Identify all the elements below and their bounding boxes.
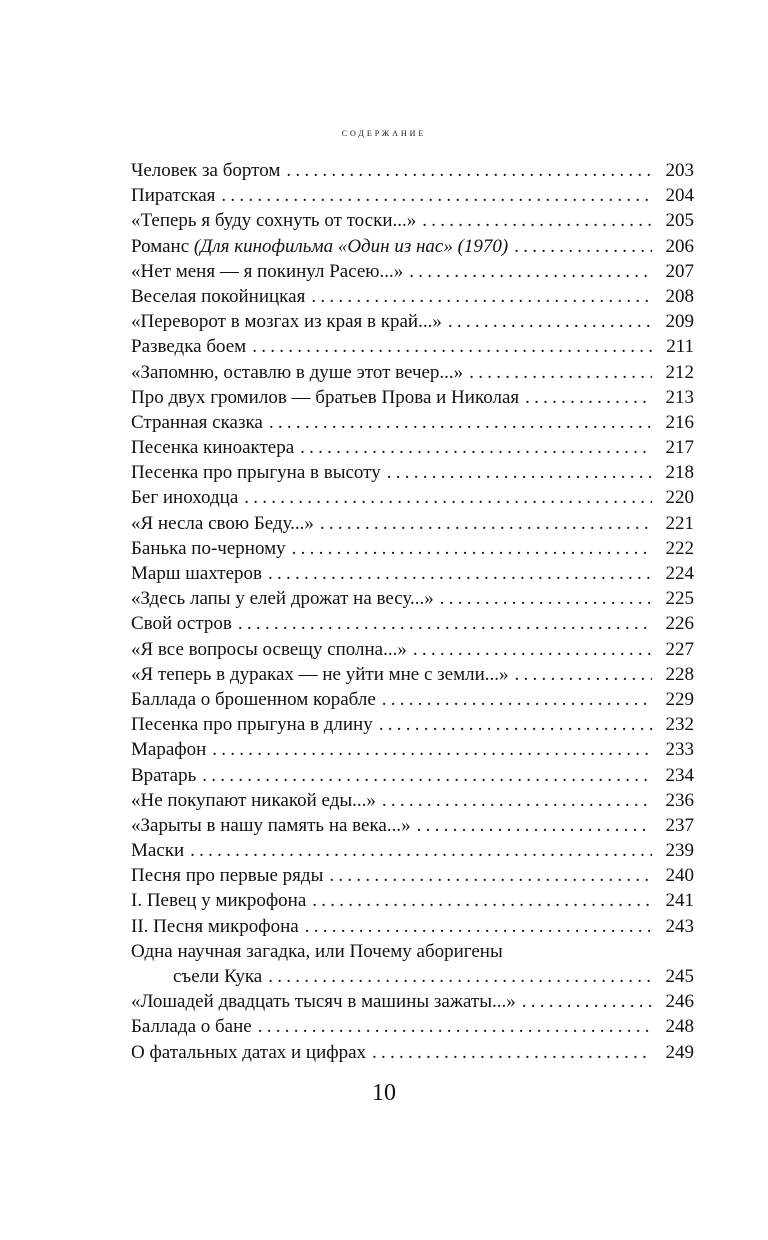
toc-entry-title: Странная сказка	[131, 411, 263, 433]
toc-entry-title: Вратарь	[131, 764, 197, 786]
toc-leader-dots	[525, 385, 652, 410]
toc-entry-page: 229	[665, 688, 694, 710]
toc-entry-title: Баллада о бане	[131, 1016, 252, 1038]
toc-entry-title: I. Певец у микрофона	[131, 890, 307, 912]
toc-entry-title: Баллада о брошенном корабле	[131, 688, 376, 710]
toc-entry-page: 241	[665, 890, 694, 912]
toc-leader-dots	[409, 259, 652, 284]
toc-entry	[131, 208, 694, 233]
toc-leader-dots	[515, 662, 652, 687]
toc-entry	[131, 259, 694, 284]
toc-entry-title: «Не покупают никакой еды...»	[131, 789, 376, 811]
toc-entry	[131, 561, 694, 586]
toc-entry-title: Разведка боем	[131, 336, 247, 358]
toc-entry-page: 206	[665, 235, 694, 257]
toc-entry-title: II. Песня микрофона	[131, 915, 299, 937]
toc-entry	[131, 687, 694, 712]
page-number: 10	[372, 1080, 396, 1106]
toc-entry-title: Веселая покойницкая	[131, 285, 306, 307]
toc-entry-title: Про двух громилов — братьев Прова и Николая	[131, 386, 520, 408]
toc-entry-title: «Здесь лапы у елей дрожат на весу...»	[131, 588, 434, 610]
toc-entry-page: 224	[665, 563, 694, 584]
toc-entry-title: Песенка про прыгуна в длину	[131, 714, 373, 736]
toc-entry-page: 239	[665, 840, 694, 862]
toc-entry	[131, 763, 694, 788]
toc-entry-page: 216	[665, 411, 694, 433]
toc-leader-dots	[305, 914, 652, 939]
toc-entry-title: Песенка киноактера	[131, 437, 295, 459]
toc-entry-page: 234	[665, 764, 694, 786]
toc-entry-page: 217	[665, 437, 694, 459]
toc-entry	[131, 511, 694, 536]
toc-entry-title: «Лошадей двадцать тысяч в машины зажаты...»	[131, 991, 516, 1013]
toc-entry-title: «Нет меня — я покинул Расею...»	[131, 260, 404, 282]
toc-entry-page: 218	[665, 462, 694, 484]
toc-entry	[131, 435, 694, 460]
toc-entry-two-line	[131, 939, 694, 989]
toc-leader-dots	[382, 788, 652, 813]
toc-entry	[131, 1040, 694, 1065]
toc-leader-dots	[268, 964, 652, 989]
toc-entry-page: 205	[665, 210, 694, 232]
toc-leader-dots	[300, 435, 652, 460]
toc-leader-dots	[292, 536, 652, 561]
toc-leader-dots	[252, 334, 652, 359]
toc-entry-title: Песня про первые ряды	[131, 865, 324, 887]
toc-leader-dots	[244, 485, 652, 510]
toc-leader-dots	[190, 838, 652, 863]
toc-entry-page: 243	[665, 915, 694, 937]
toc-leader-dots	[320, 511, 652, 536]
toc-entry-page: 228	[665, 663, 694, 685]
toc-entry-title: «Я несла свою Беду...»	[131, 512, 314, 534]
toc-leader-dots	[387, 460, 652, 485]
toc-entry-page: 233	[665, 739, 694, 761]
toc-entry-page: 232	[665, 714, 694, 736]
toc-entry-title: «Запомню, оставлю в душе этот вечер...»	[131, 361, 464, 383]
toc-leader-dots	[311, 284, 652, 309]
toc-entry	[131, 485, 694, 510]
toc-entry-title: «Зарыты в нашу память на века...»	[131, 814, 411, 836]
toc-entry-title: «Я все вопросы освещу сполна...»	[131, 638, 407, 660]
toc-leader-dots	[286, 158, 652, 183]
toc-entry-title: Марш шахтеров	[131, 563, 263, 584]
toc-entry-title-line2-row	[131, 964, 694, 989]
toc-entry	[131, 158, 694, 183]
toc-entry-page: 246	[665, 991, 694, 1013]
toc-entry-page: 213	[665, 386, 694, 408]
toc-entry-page: 226	[665, 613, 694, 635]
toc-leader-dots	[312, 888, 652, 913]
toc-entry	[131, 863, 694, 888]
toc-entry-title-main: Романс	[131, 235, 190, 257]
toc-entry-title: Человек за бортом	[131, 160, 281, 181]
toc-leader-dots	[413, 637, 652, 662]
toc-entry	[131, 712, 694, 737]
toc-entry	[131, 788, 694, 813]
toc-entry	[131, 637, 694, 662]
toc-leader-dots	[382, 687, 652, 712]
toc-entry-page: 240	[665, 865, 694, 887]
toc-entry-title: Маски	[131, 840, 185, 862]
toc-entry-title: «Переворот в мозгах из края в край...»	[131, 311, 442, 333]
toc-entry-title: О фатальных датах и цифрах	[131, 1041, 367, 1063]
toc-entry-page: 236	[665, 789, 694, 811]
toc-entry	[131, 334, 694, 359]
toc-leader-dots	[372, 1040, 652, 1065]
toc-entry	[131, 888, 694, 913]
toc-entry	[131, 989, 694, 1014]
toc-entry	[131, 536, 694, 561]
toc-leader-dots	[379, 712, 652, 737]
toc-entry-page: 245	[665, 966, 694, 988]
toc-leader-dots	[329, 863, 652, 888]
toc-leader-dots	[212, 737, 652, 762]
toc-entry-page: 249	[665, 1041, 694, 1063]
toc-entry-page: 212	[665, 361, 694, 383]
toc-entry	[131, 914, 694, 939]
toc-leader-dots	[469, 360, 652, 385]
toc-entry-title: Банька по-черному	[131, 537, 286, 559]
toc-entry-page: 209	[665, 311, 694, 333]
toc-entry-title: «Я теперь в дураках — не уйти мне с земли...»	[131, 663, 509, 685]
toc-entry-title-line1: Одна научная загадка, или Почему аборигены	[131, 940, 503, 962]
toc-entry-page: 237	[665, 814, 694, 836]
toc-entry-title: «Теперь я буду сохнуть от тоски...»	[131, 210, 417, 232]
running-header	[0, 125, 768, 140]
toc-entry-page: 211	[666, 336, 694, 358]
toc-entry-page: 222	[665, 537, 694, 559]
toc-entry	[131, 838, 694, 863]
toc-leader-dots	[440, 586, 652, 611]
toc-entry-page: 208	[665, 285, 694, 307]
toc-entry-title: Песенка про прыгуна в высоту	[131, 462, 381, 484]
toc-entry	[131, 234, 694, 259]
toc-leader-dots	[238, 611, 652, 636]
table-of-contents	[131, 158, 694, 1065]
toc-entry	[131, 460, 694, 485]
toc-entry-title: Пиратская	[131, 185, 216, 207]
toc-entry-title-line2: съели Кука	[173, 966, 263, 988]
toc-leader-dots	[221, 183, 652, 208]
toc-entry	[131, 586, 694, 611]
running-header-text: содержание	[341, 125, 427, 139]
toc-entry-page: 207	[665, 260, 694, 282]
toc-entry-page: 220	[665, 487, 694, 509]
toc-entry	[131, 410, 694, 435]
toc-leader-dots	[202, 763, 652, 788]
toc-entry-page: 248	[665, 1016, 694, 1038]
toc-entry-page: 221	[665, 512, 694, 534]
toc-entry	[131, 309, 694, 334]
toc-entry-title: Бег иноходца	[131, 487, 239, 509]
toc-entry	[131, 360, 694, 385]
toc-entry-title: Марафон	[131, 739, 207, 761]
toc-entry-page: 227	[665, 638, 694, 660]
toc-entry	[131, 813, 694, 838]
toc-entry-subtitle: (Для кинофильма «Один из нас» (1970)	[193, 235, 509, 257]
toc-entry-page: 225	[665, 588, 694, 610]
toc-leader-dots	[268, 561, 652, 586]
toc-entry	[131, 1014, 694, 1039]
toc-leader-dots	[422, 208, 652, 233]
toc-entry	[131, 737, 694, 762]
toc-entry	[131, 611, 694, 636]
toc-entry	[131, 662, 694, 687]
toc-leader-dots	[258, 1014, 652, 1039]
toc-entry-title: Свой остров	[131, 613, 232, 635]
toc-entry	[131, 284, 694, 309]
toc-leader-dots	[514, 234, 652, 259]
toc-entry	[131, 183, 694, 208]
toc-entry-page: 204	[665, 185, 694, 207]
toc-entry-title	[131, 234, 514, 259]
toc-entry	[131, 385, 694, 410]
toc-leader-dots	[522, 989, 652, 1014]
toc-leader-dots	[448, 309, 652, 334]
toc-leader-dots	[417, 813, 652, 838]
toc-leader-dots	[269, 410, 652, 435]
toc-entry-page: 203	[665, 160, 694, 181]
